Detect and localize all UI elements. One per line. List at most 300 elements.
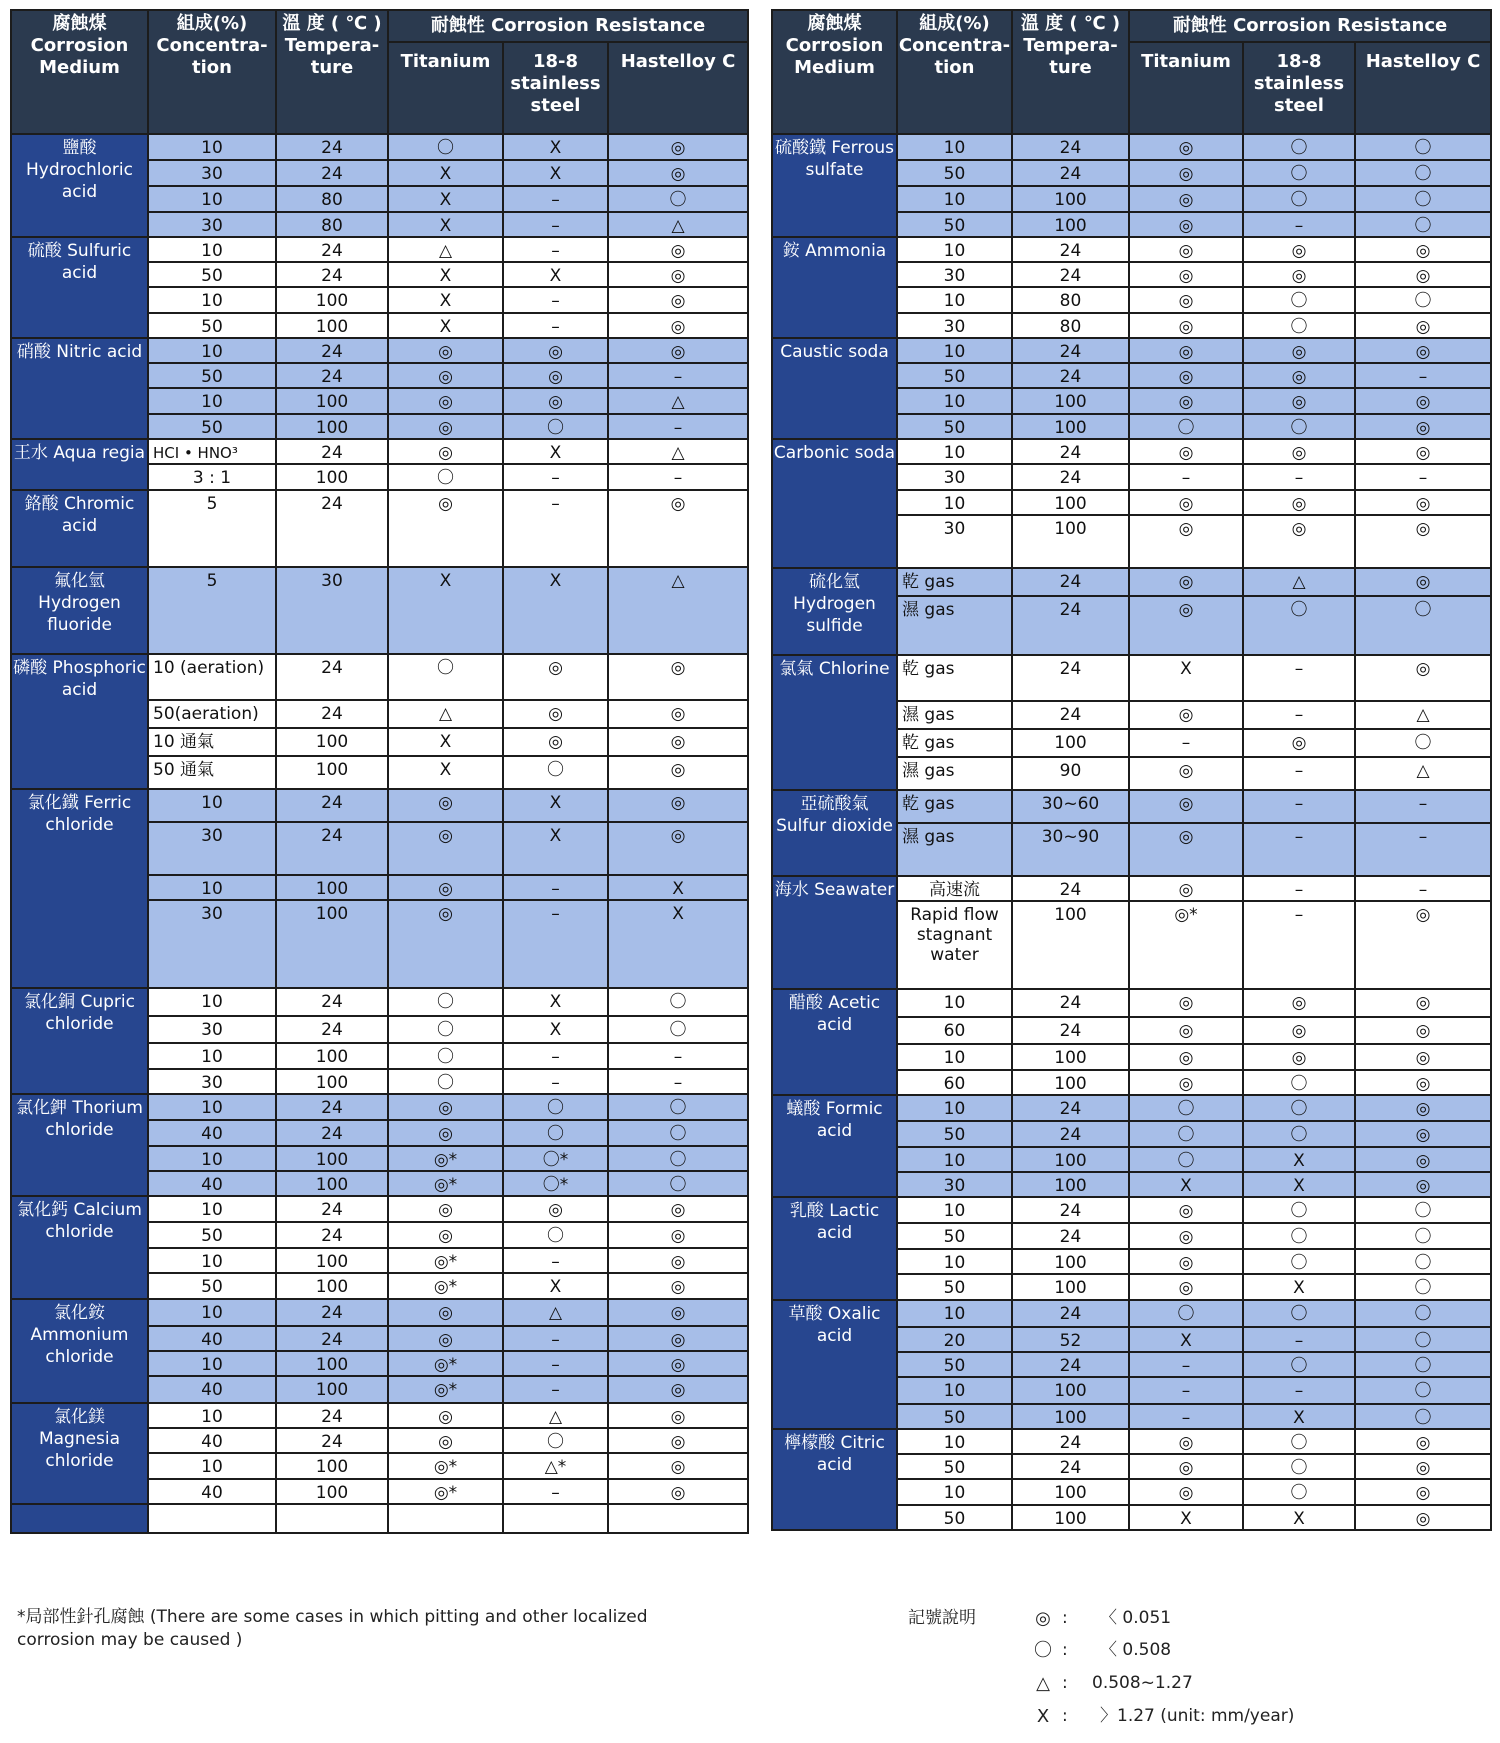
titanium-cell: X: [388, 186, 503, 212]
conc-cell: 10: [897, 1479, 1012, 1505]
titanium-cell: ◎: [388, 875, 503, 900]
table-row: [772, 655, 1491, 701]
stainless-cell: –: [1243, 701, 1355, 729]
medium-name: 草酸 Oxalic acid: [772, 1300, 897, 1429]
titanium-cell: ◎*: [388, 1376, 503, 1403]
hastelloy-cell: 〇: [1355, 1352, 1491, 1377]
table-row: [11, 988, 748, 1016]
stainless-cell: 〇: [503, 1094, 608, 1120]
conc-cell: 10: [897, 287, 1012, 313]
hastelloy-cell: ◎: [1355, 1172, 1491, 1197]
stainless-cell: –: [503, 1479, 608, 1504]
titanium-cell: X: [1129, 1505, 1243, 1530]
hastelloy-cell: ◎: [1355, 388, 1491, 414]
hastelloy-cell: 〇: [1355, 1404, 1491, 1429]
conc-cell: 10: [148, 186, 276, 212]
conc-cell: 10: [897, 1300, 1012, 1327]
conc-cell: 10: [148, 287, 276, 313]
table-row: [11, 439, 748, 464]
temp-cell: 100: [276, 1351, 388, 1376]
conc-cell: 60: [897, 1017, 1012, 1044]
empty-row: [11, 1504, 748, 1533]
temp-cell: 100: [1012, 1172, 1129, 1197]
hastelloy-cell: ◎: [1355, 1429, 1491, 1454]
hastelloy-cell: ◎: [608, 237, 748, 262]
hastelloy-cell: –: [608, 1069, 748, 1094]
table-row: [772, 439, 1491, 464]
medium-name: 氟化氫 Hydrogen fluoride: [11, 567, 148, 654]
conc-cell: HCI • HNO³: [148, 439, 276, 464]
hastelloy-cell: 〇: [1355, 186, 1491, 212]
titanium-cell: X: [1129, 1327, 1243, 1352]
stainless-cell: –: [503, 1351, 608, 1376]
titanium-cell: 〇: [388, 134, 503, 160]
stainless-cell: 〇: [1243, 186, 1355, 212]
stainless-cell: –: [1243, 1377, 1355, 1404]
conc-cell: 50: [897, 212, 1012, 237]
titanium-cell: –: [1129, 729, 1243, 757]
hastelloy-cell: ◎: [1355, 313, 1491, 338]
hastelloy-cell: X: [608, 875, 748, 900]
hastelloy-cell: ◎: [608, 1222, 748, 1248]
empty-cell: [276, 1504, 388, 1533]
temp-cell: 24: [1012, 160, 1129, 186]
conc-cell: 10 (aeration): [148, 654, 276, 700]
temp-cell: 24: [1012, 655, 1129, 701]
stainless-cell: X: [503, 822, 608, 875]
legend-symbol: ◎: [1035, 1608, 1051, 1629]
stainless-cell: –: [503, 1326, 608, 1351]
titanium-cell: 〇: [388, 1069, 503, 1094]
legend-symbol: X: [1036, 1706, 1050, 1727]
stainless-cell: –: [503, 313, 608, 338]
temp-cell: 100: [276, 414, 388, 439]
table-row: [11, 567, 748, 654]
titanium-cell: X: [388, 756, 503, 789]
temp-cell: 100: [276, 1453, 388, 1479]
conc-cell: 10: [148, 1403, 276, 1428]
hastelloy-cell: ◎: [608, 490, 748, 567]
conc-cell: 30: [148, 822, 276, 875]
temp-cell: 100: [1012, 1274, 1129, 1300]
hastelloy-cell: ◎: [1355, 1147, 1491, 1172]
hastelloy-cell: ◎: [608, 1326, 748, 1351]
titanium-cell: ◎*: [388, 1273, 503, 1299]
stainless-cell: ◎: [1243, 338, 1355, 363]
medium-name: 硫化氫 Hydrogen sulfide: [772, 568, 897, 655]
temp-cell: 100: [1012, 1404, 1129, 1429]
temp-cell: 24: [276, 1299, 388, 1326]
hastelloy-cell: 〇: [608, 1120, 748, 1146]
titanium-cell: ◎: [1129, 212, 1243, 237]
temp-cell: 24: [1012, 262, 1129, 287]
hastelloy-cell: ◎: [1355, 1044, 1491, 1070]
titanium-cell: ◎: [1129, 1197, 1243, 1223]
stainless-cell: 〇: [1243, 287, 1355, 313]
hastelloy-cell: ◎: [608, 287, 748, 313]
hastelloy-cell: –: [608, 464, 748, 490]
hastelloy-cell: ◎: [1355, 414, 1491, 439]
medium-name: Caustic soda: [772, 338, 897, 439]
hastelloy-cell: ◎: [608, 262, 748, 287]
titanium-cell: ◎: [388, 900, 503, 988]
conc-cell: 40: [148, 1120, 276, 1146]
stainless-cell: X: [503, 134, 608, 160]
legend-value: 0.508~1.27: [1092, 1673, 1193, 1693]
hastelloy-cell: ◎: [608, 1196, 748, 1222]
titanium-cell: –: [1129, 1352, 1243, 1377]
right-corrosion-table: [771, 9, 1492, 1531]
titanium-cell: X: [1129, 1172, 1243, 1197]
stainless-cell: –: [1243, 757, 1355, 790]
medium-name: 王水 Aqua regia: [11, 439, 148, 490]
temp-cell: 100: [1012, 1070, 1129, 1095]
titanium-cell: △: [388, 237, 503, 262]
hastelloy-cell: ◎: [608, 789, 748, 822]
temp-cell: 80: [1012, 313, 1129, 338]
hastelloy-cell: ◎: [608, 1403, 748, 1428]
stainless-cell: 〇: [1243, 1121, 1355, 1147]
titanium-cell: 〇: [388, 988, 503, 1016]
hastelloy-cell: ◎: [1355, 568, 1491, 596]
temp-cell: 24: [1012, 1017, 1129, 1044]
stainless-cell: ◎: [503, 388, 608, 414]
titanium-cell: 〇: [1129, 1300, 1243, 1327]
titanium-cell: ◎*: [388, 1479, 503, 1504]
conc-cell: 30: [897, 1172, 1012, 1197]
hastelloy-cell: ◎: [1355, 989, 1491, 1017]
conc-cell: 50 通氣: [148, 756, 276, 789]
titanium-cell: ◎: [1129, 237, 1243, 262]
temp-cell: 24: [1012, 363, 1129, 388]
stainless-cell: 〇: [1243, 313, 1355, 338]
hastelloy-cell: ◎: [608, 1376, 748, 1403]
temp-cell: 80: [1012, 287, 1129, 313]
hastelloy-cell: ◎: [608, 728, 748, 756]
stainless-cell: ◎: [503, 654, 608, 700]
titanium-cell: ◎: [388, 1120, 503, 1146]
hastelloy-cell: –: [1355, 876, 1491, 901]
table-row: [11, 134, 748, 160]
table-row: [11, 1094, 748, 1120]
titanium-cell: ◎: [388, 1326, 503, 1351]
temp-cell: 100: [276, 756, 388, 789]
conc-cell: 乾 gas: [897, 790, 1012, 823]
hastelloy-cell: 〇: [1355, 1377, 1491, 1404]
temp-cell: 100: [276, 1069, 388, 1094]
conc-cell: 50: [148, 1222, 276, 1248]
temp-cell: 24: [276, 262, 388, 287]
hastelloy-cell: ◎: [608, 1453, 748, 1479]
stainless-cell: ◎: [503, 728, 608, 756]
hastelloy-cell: ◎: [608, 1351, 748, 1376]
conc-cell: 50: [897, 1223, 1012, 1249]
legend-value: 〈 0.051: [1100, 1608, 1172, 1628]
stainless-cell: –: [1243, 876, 1355, 901]
titanium-cell: X: [388, 262, 503, 287]
conc-cell: 50: [148, 313, 276, 338]
hastelloy-cell: –: [608, 363, 748, 388]
table-row: [772, 237, 1491, 262]
conc-cell: 高速流: [897, 876, 1012, 901]
hastelloy-cell: –: [1355, 823, 1491, 876]
header-temperature: 溫 度 ( ℃ ) Tempera- ture: [276, 10, 388, 134]
conc-cell: 20: [897, 1327, 1012, 1352]
stainless-cell: 〇: [1243, 1197, 1355, 1223]
titanium-cell: ◎: [388, 414, 503, 439]
hastelloy-cell: 〇: [608, 186, 748, 212]
hastelloy-cell: ◎: [1355, 1479, 1491, 1505]
conc-cell: 30: [148, 160, 276, 186]
header-temperature: 溫 度 ( ℃ ) Tempera- ture: [1012, 10, 1129, 134]
conc-cell: 濕 gas: [897, 823, 1012, 876]
medium-name: 乳酸 Lactic acid: [772, 1197, 897, 1300]
conc-cell: 5: [148, 567, 276, 654]
conc-cell: 50: [897, 363, 1012, 388]
table-row: [772, 1197, 1491, 1223]
titanium-cell: ◎: [388, 822, 503, 875]
temp-cell: 24: [1012, 1300, 1129, 1327]
stainless-cell: –: [503, 875, 608, 900]
left-table-body: [11, 134, 748, 1533]
titanium-cell: X: [388, 313, 503, 338]
table-row: [772, 134, 1491, 160]
titanium-cell: ◎*: [388, 1171, 503, 1196]
stainless-cell: X: [503, 789, 608, 822]
header-concentration: 組成(%) Concentra- tion: [897, 10, 1012, 134]
temp-cell: 24: [276, 700, 388, 728]
titanium-cell: 〇: [1129, 414, 1243, 439]
header-concentration: 組成(%) Concentra- tion: [148, 10, 276, 134]
temp-cell: 24: [276, 490, 388, 567]
titanium-cell: 〇: [388, 1043, 503, 1069]
titanium-cell: ◎: [1129, 388, 1243, 414]
hastelloy-cell: ◎: [1355, 1121, 1491, 1147]
stainless-cell: –: [1243, 464, 1355, 490]
conc-cell: 10: [897, 134, 1012, 160]
titanium-cell: ◎: [1129, 186, 1243, 212]
titanium-cell: X: [388, 728, 503, 756]
titanium-cell: ◎: [1129, 515, 1243, 568]
hastelloy-cell: 〇: [1355, 1223, 1491, 1249]
temp-cell: 100: [276, 1273, 388, 1299]
empty-cell: [608, 1504, 748, 1533]
conc-cell: 50: [148, 414, 276, 439]
stainless-cell: △: [1243, 568, 1355, 596]
temp-cell: 100: [276, 287, 388, 313]
temp-cell: 24: [1012, 1223, 1129, 1249]
table-row: [772, 338, 1491, 363]
medium-name: 氯化銨 Ammonium chloride: [11, 1299, 148, 1403]
stainless-cell: –: [503, 1043, 608, 1069]
titanium-cell: ◎: [1129, 1070, 1243, 1095]
header-medium: 腐蝕煤 Corrosion Medium: [11, 10, 148, 134]
titanium-cell: ◎: [1129, 363, 1243, 388]
medium-name: 鹽酸 Hydrochloric acid: [11, 134, 148, 237]
titanium-cell: X: [388, 160, 503, 186]
empty-cell: [148, 1504, 276, 1533]
legend-colon: :: [1062, 1673, 1068, 1693]
hastelloy-cell: ◎: [608, 1479, 748, 1504]
titanium-cell: ◎: [1129, 1223, 1243, 1249]
titanium-cell: 〇: [388, 464, 503, 490]
hastelloy-cell: –: [1355, 790, 1491, 823]
temp-cell: 24: [276, 654, 388, 700]
header-titanium: Titanium: [388, 42, 503, 134]
hastelloy-cell: ◎: [608, 134, 748, 160]
stainless-cell: X: [503, 567, 608, 654]
hastelloy-cell: ◎: [1355, 338, 1491, 363]
temp-cell: 24: [1012, 1454, 1129, 1479]
stainless-cell: ◎: [1243, 490, 1355, 515]
conc-cell: 10: [148, 1248, 276, 1273]
hastelloy-cell: △: [1355, 757, 1491, 790]
conc-cell: 10 通氣: [148, 728, 276, 756]
titanium-cell: ◎: [388, 1196, 503, 1222]
conc-cell: 10: [897, 1095, 1012, 1121]
medium-name: 氯化鎂 Magnesia chloride: [11, 1403, 148, 1504]
hastelloy-cell: 〇: [608, 1094, 748, 1120]
medium-name: 氯氣 Chlorine: [772, 655, 897, 790]
table-row: [11, 490, 748, 567]
medium-name: 亞硫酸氣 Sulfur dioxide: [772, 790, 897, 876]
footnote: *局部性針孔腐蝕 (There are some cases in which pitting and other localized corrosion may be caused ): [17, 1607, 648, 1650]
hastelloy-cell: 〇: [1355, 1197, 1491, 1223]
temp-cell: 100: [1012, 729, 1129, 757]
conc-cell: 10: [148, 1196, 276, 1222]
conc-cell: 10: [148, 1146, 276, 1171]
titanium-cell: ◎*: [388, 1248, 503, 1273]
table-row: [772, 1095, 1491, 1121]
table-row: [772, 876, 1491, 901]
conc-cell: 乾 gas: [897, 568, 1012, 596]
right-table-body: [772, 134, 1491, 1530]
stainless-cell: 〇: [503, 1428, 608, 1453]
titanium-cell: –: [1129, 464, 1243, 490]
hastelloy-cell: △: [608, 567, 748, 654]
legend-colon: :: [1062, 1608, 1068, 1628]
conc-cell: 濕 gas: [897, 596, 1012, 655]
table-row: [11, 338, 748, 363]
temp-cell: 24: [1012, 568, 1129, 596]
hastelloy-cell: –: [608, 1043, 748, 1069]
conc-cell: 濕 gas: [897, 757, 1012, 790]
conc-cell: 10: [148, 1351, 276, 1376]
conc-cell: 10: [897, 989, 1012, 1017]
stainless-cell: –: [503, 237, 608, 262]
stainless-cell: 〇: [503, 1222, 608, 1248]
temp-cell: 24: [1012, 876, 1129, 901]
titanium-cell: X: [1129, 655, 1243, 701]
temp-cell: 24: [276, 1403, 388, 1428]
temp-cell: 80: [276, 212, 388, 237]
titanium-cell: ◎: [1129, 1454, 1243, 1479]
table-row: [772, 989, 1491, 1017]
conc-cell: 50: [897, 414, 1012, 439]
hastelloy-cell: –: [608, 414, 748, 439]
medium-name: 氯化鐵 Ferric chloride: [11, 789, 148, 988]
titanium-cell: ◎*: [388, 1351, 503, 1376]
hastelloy-cell: △: [608, 212, 748, 237]
conc-cell: 10: [897, 388, 1012, 414]
temp-cell: 24: [1012, 439, 1129, 464]
stainless-cell: –: [503, 490, 608, 567]
stainless-cell: 〇: [1243, 414, 1355, 439]
titanium-cell: ◎: [1129, 262, 1243, 287]
hastelloy-cell: –: [1355, 464, 1491, 490]
hastelloy-cell: 〇: [1355, 729, 1491, 757]
temp-cell: 100: [1012, 212, 1129, 237]
hastelloy-cell: 〇: [1355, 287, 1491, 313]
stainless-cell: ◎: [1243, 237, 1355, 262]
titanium-cell: ◎: [388, 363, 503, 388]
titanium-cell: 〇: [1129, 1147, 1243, 1172]
conc-cell: 10: [897, 186, 1012, 212]
stainless-cell: 〇: [1243, 1479, 1355, 1505]
stainless-cell: X: [503, 988, 608, 1016]
table-row: [11, 1299, 748, 1326]
temp-cell: 100: [276, 313, 388, 338]
conc-cell: 乾 gas: [897, 729, 1012, 757]
conc-cell: 50: [148, 363, 276, 388]
temp-cell: 24: [276, 1428, 388, 1453]
conc-cell: 10: [148, 988, 276, 1016]
titanium-cell: X: [388, 212, 503, 237]
header-medium: 腐蝕煤 Corrosion Medium: [772, 10, 897, 134]
titanium-cell: X: [388, 567, 503, 654]
stainless-cell: –: [1243, 823, 1355, 876]
temp-cell: 24: [1012, 701, 1129, 729]
header-hastelloy-c: Hastelloy C: [1355, 42, 1491, 134]
stainless-cell: 〇: [1243, 1300, 1355, 1327]
hastelloy-cell: 〇: [1355, 1300, 1491, 1327]
titanium-cell: ◎: [388, 789, 503, 822]
titanium-cell: ◎*: [388, 1146, 503, 1171]
conc-cell: 10: [897, 237, 1012, 262]
stainless-cell: –: [503, 464, 608, 490]
titanium-cell: ◎: [1129, 790, 1243, 823]
titanium-cell: ◎: [1129, 701, 1243, 729]
stainless-cell: ◎: [1243, 262, 1355, 287]
stainless-cell: –: [503, 186, 608, 212]
titanium-cell: ◎: [388, 1299, 503, 1326]
titanium-cell: ◎: [1129, 568, 1243, 596]
temp-cell: 24: [1012, 1352, 1129, 1377]
conc-cell: 30: [897, 464, 1012, 490]
stainless-cell: –: [1243, 655, 1355, 701]
temp-cell: 24: [1012, 1429, 1129, 1454]
conc-cell: 50: [897, 1404, 1012, 1429]
stainless-cell: X: [503, 262, 608, 287]
temp-cell: 24: [276, 789, 388, 822]
conc-cell: 30: [897, 313, 1012, 338]
stainless-cell: 〇: [1243, 134, 1355, 160]
temp-cell: 30~90: [1012, 823, 1129, 876]
temp-cell: 24: [276, 1222, 388, 1248]
hastelloy-cell: 〇: [608, 988, 748, 1016]
titanium-cell: ◎: [1129, 313, 1243, 338]
temp-cell: 24: [276, 1120, 388, 1146]
stainless-cell: 〇: [1243, 1454, 1355, 1479]
hastelloy-cell: 〇: [1355, 1249, 1491, 1274]
titanium-cell: ◎: [1129, 1429, 1243, 1454]
temp-cell: 24: [1012, 1121, 1129, 1147]
temp-cell: 100: [276, 1146, 388, 1171]
conc-cell: 10: [148, 789, 276, 822]
table-row: [11, 654, 748, 700]
hastelloy-cell: ◎: [1355, 439, 1491, 464]
temp-cell: 24: [276, 1094, 388, 1120]
